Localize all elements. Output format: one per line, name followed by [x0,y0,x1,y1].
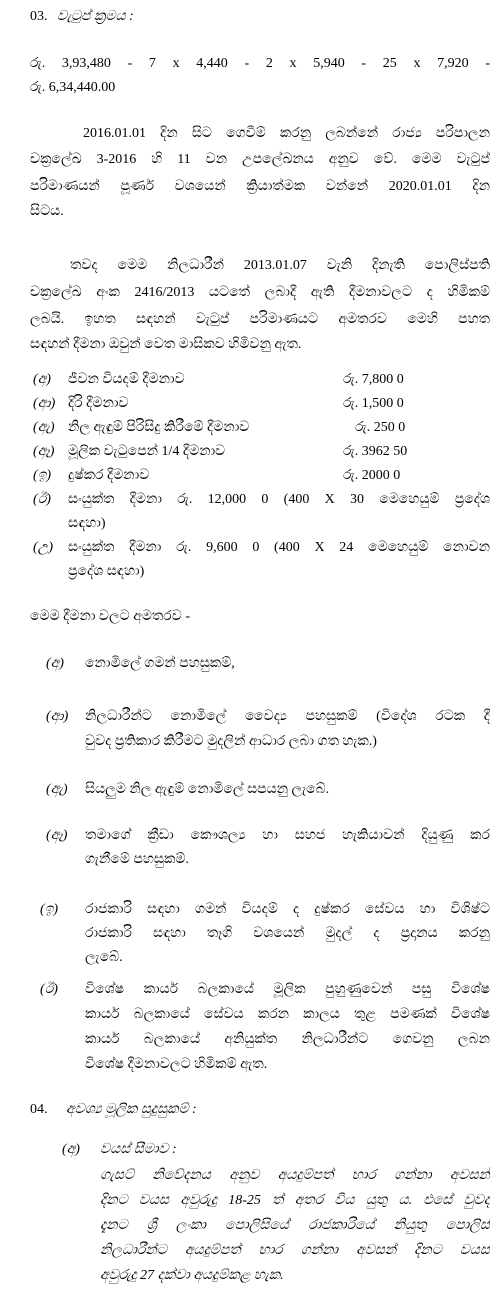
benefit-item [0,654,500,674]
allowance-item [0,466,500,486]
section-03-heading [0,7,500,27]
allowance-amount: රු. 3962 50 [343,444,408,459]
allowance-amount: රු. 250 0 [355,420,406,435]
allowance-name: මූලික වැටුපෙන් 1/4 දීමනාව [68,444,226,459]
requirement-line: නිලධාරීන්ට අයදුම්පත් භාර ගන්නා අවසන් දිනට වයස [100,1243,490,1258]
section-title: අවශ්‍ය මූලික සුදුසුකම් : [66,1102,197,1117]
salary-scale [0,54,500,98]
requirement-line: ගැසට් නිවේදනය අනුව අයදුම්පත් භාර ගන්නා අවසන් [100,1168,490,1183]
benefit-line: ලැබේ. [85,950,123,965]
benefit-line: වුවද ප්‍රතිකාර කිරීමට මුදලින් ආධාර ලබා ගත හැක.) [85,734,377,749]
benefit-line: රාජකාරි සඳහා ගමන් වියදම් ද දුෂ්කර සේවය හා විශිෂ්ට [85,902,490,917]
benefit-item [0,826,500,870]
benefits-intro [0,607,500,627]
allowance-amount: රු. 7,800 0 [343,372,404,387]
benefit-line: විශේෂ දීමනාවලට හිමිකම් ඇත. [85,1057,268,1072]
requirement-line: අවුරුදු 27 දක්වා අයදුම්කළ හැක. [100,1268,284,1283]
benefit-item [0,900,500,968]
allowance-label: (ඇ) [33,420,55,435]
allowance-name: දුෂ්කර දීමනාව [68,468,150,483]
requirement-line: දැනට ශ්‍රී ලංකා පොලිසියේ රාජකාරියේ නියුතු පොලිස් [100,1218,490,1233]
paragraph-line: චක්‍රලේඛ අංක 2416/2013 යටතේ ලබාදී ඇති දීමනාවලට ද හිමිකම් [30,285,490,300]
paragraph-salary-basis [0,124,500,222]
allowance-label: (උ) [33,540,54,555]
benefit-line: නිලධාරීන්ට නොමිලේ වෛද්‍ය පහසුකම් (විදේශ රටක දී [85,709,490,724]
allowance-item [0,418,500,438]
paragraph-line: 2016.01.01 දින සිට ගෙවීම් කරනු ලබන්නේ රාජ්‍ය පරිපාලන [83,126,490,141]
salary-scale-total: රු. 6,34,440.00 [30,80,116,95]
benefit-label: (ඇ) [46,782,68,797]
allowance-label: (ඊ) [33,492,51,507]
benefit-line: විශේෂ කාර්ය බලකායේ මූලික පුහුණුවෙන් පසු විශේෂ [85,982,490,997]
requirement-line: දිනට වයස අවුරුදු 18-25 ත් අතර විය යුතු ය. එසේ වුවද [100,1193,490,1208]
requirement-title: වයස් සීමාව : [100,1142,177,1157]
benefit-label: (ඉ) [40,902,59,917]
allowance-line: සංයුක්ත දීමනා රු. 9,600 0 (400 X 24 මෙහෙයුම් නොවන [68,540,490,555]
allowance-item [0,394,500,414]
benefit-item [0,707,500,752]
allowance-name: නිල ඇඳුම් පිරිසිදු කිරීමේ දීමනාව [68,420,250,435]
paragraph-allowance-entitlement [0,256,500,355]
allowance-item [0,442,500,462]
paragraph-line: සිටය. [30,204,64,219]
benefit-line: නොමිලේ ගමන් පහසුකම්, [85,656,235,671]
paragraph-line: චක්‍රලේඛ 3-2016 හි 11 වන උපලේඛනය අනුව වේ. මෙම වැටුප් [30,152,490,167]
allowance-label: (ඉ) [33,468,52,483]
allowance-label: (අ) [33,372,51,387]
allowance-line: සඳහා) [68,516,106,531]
allowance-amount: රු. 1,500 0 [343,396,404,411]
allowance-item [0,538,500,582]
allowance-item [0,490,500,534]
benefits-intro-text: මෙම දීමනා වලට අමතරව - [30,609,190,624]
section-number: 03. [30,9,48,24]
allowance-name: දිරි දීමනාව [68,396,129,411]
paragraph-line: පරිමාණයන් පූර්ණ වශයෙන් ක්‍රියාත්මක වන්නේ 2020.01.01 දින [30,179,490,194]
paragraph-line: සඳහන් දීමනා ඔවුන් වෙත මාසිකව හිමිවනු ඇත. [30,337,302,352]
benefit-label: (ඊ) [40,982,58,997]
requirement-label: (අ) [62,1142,80,1157]
requirement-item [0,1140,500,1286]
benefit-item [0,780,500,800]
salary-scale-line: රු. 3,93,480 - 7 x 4,440 - 2 x 5,940 - 25 x 7,920 - [30,56,490,71]
allowance-label: (ආ) [33,396,56,411]
benefit-line: කාර්ය බලකායේ සේවය කරන කාලය තුළ පමණක් විශේෂ [85,1007,490,1022]
allowance-item [0,370,500,390]
benefit-line: සියලුම නිල ඇඳුම් නොමිලේ සපයනු ලැබේ. [85,782,330,797]
section-title: වැටුප් ක්‍රමය : [57,9,134,24]
benefit-line: තමාගේ ක්‍රීඩා කෞශල්‍ය හා සහජ හැකියාවන් දියුණු කර [85,828,490,843]
benefit-line: රාජකාරි සඳහා තෑගි වශයෙන් මුදල් ද ප්‍රදානය කරනු [85,926,490,941]
allowance-line: සංයුක්ත දීමනා රු. 12,000 0 (400 X 30 මෙහෙයුම් ප්‍රදේශ [68,492,490,507]
benefit-item [0,980,500,1075]
benefit-label: (අ) [46,656,64,671]
allowance-name: ජීවන වියදම් දීමනාව [68,372,185,387]
paragraph-line: තවද මෙම නිලධාරීන් 2013.01.07 වැනි දිනැති පොලිස්පති [70,258,490,273]
allowance-line: ප්‍රදේශ සඳහා) [68,564,145,579]
section-04-heading [0,1100,500,1120]
benefit-label: (ඈ) [46,828,68,843]
paragraph-line: ලබයි. ඉහත සඳහන් වැටුප් පරිමාණයට අමතරව මෙහි පහත [30,312,490,327]
allowance-label: (ඈ) [33,444,55,459]
benefit-label: (ආ) [46,709,69,724]
benefit-line: කාර්ය බලකායේ අනියුක්ත නිලධාරීන්ට ගෙවනු ලබන [85,1032,490,1047]
benefit-line: ගැනීමේ පහසුකම්. [85,852,189,867]
allowance-amount: රු. 2000 0 [343,468,401,483]
section-number: 04. [30,1102,48,1117]
